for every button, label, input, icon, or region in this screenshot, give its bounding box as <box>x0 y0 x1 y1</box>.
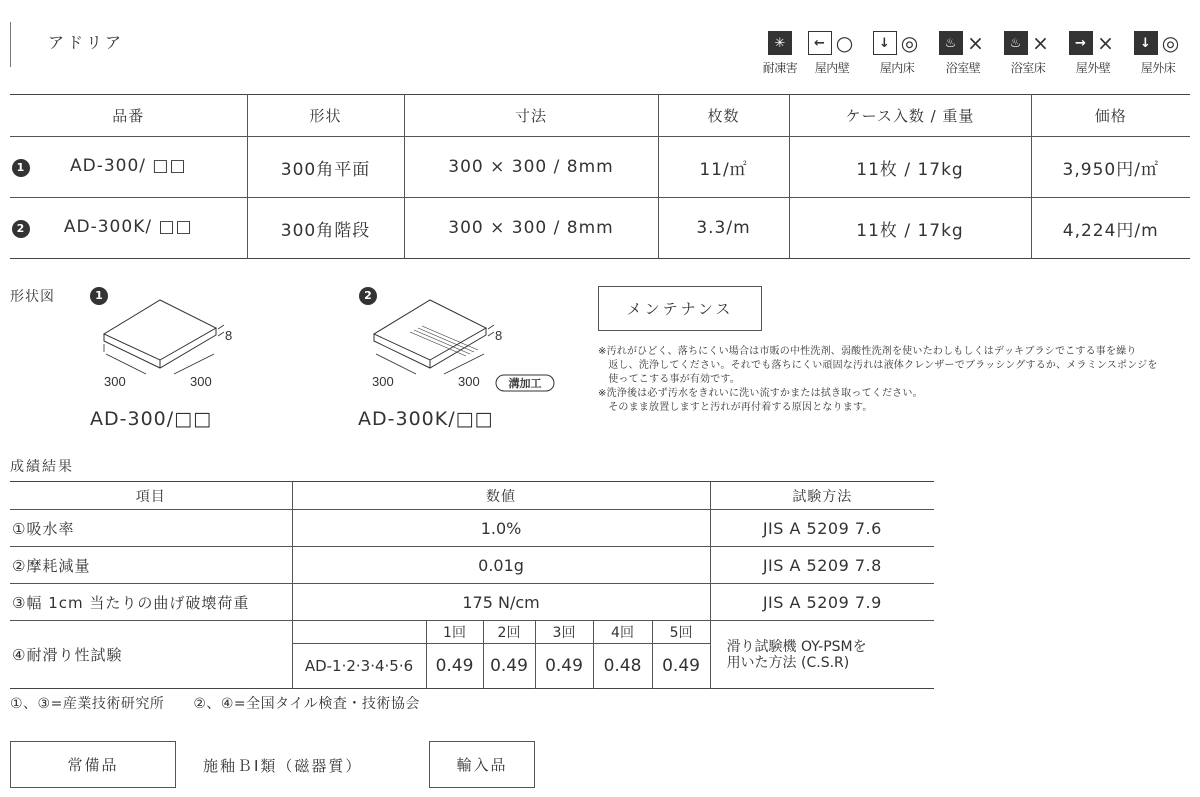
maintenance-box: メンテナンス <box>598 286 762 331</box>
method-line: 滑り試験機 OY-PSMを <box>726 638 867 655</box>
glaze-class: 施釉ＢⅠ類（磁器質） <box>203 757 363 775</box>
results-table <box>10 481 934 689</box>
product-code: AD-300K/ □□ <box>63 217 193 237</box>
indoor-wall-icon: ← <box>808 31 832 55</box>
dim-right-1: 300 <box>190 374 212 389</box>
slip-value: 0.49 <box>483 644 535 689</box>
table-row <box>10 621 934 644</box>
col-header: 寸法 <box>404 95 658 137</box>
snowflake-icon: ✳ <box>768 31 792 55</box>
suitability-mark: × <box>967 31 984 55</box>
results-title: 成績結果 <box>10 459 74 475</box>
shape-diagram-label: 形状図 <box>10 289 55 305</box>
result-item: ④耐滑り性試験 <box>12 646 123 664</box>
note-line: 使ってこする事が有効です。 <box>598 374 740 385</box>
trial-header: 3回 <box>535 621 593 644</box>
usage-outdoor-wall: → × 屋外壁 <box>1065 30 1121 76</box>
suitability-mark: ◎ <box>900 31 919 55</box>
product-shape: 300角階段 <box>247 198 404 259</box>
trial-header: 1回 <box>426 621 483 644</box>
outdoor-wall-icon: → <box>1069 31 1093 55</box>
table-row <box>10 137 1190 198</box>
usage-indoor-wall: ← ○ 屋内壁 <box>804 30 860 76</box>
page-title: アドリア <box>48 33 125 52</box>
dim-thickness-2: 8 <box>495 328 503 343</box>
note-line: ※洗浄後は必ず汚水をきれいに洗い流すかまたは拭き取ってください。 <box>598 388 923 399</box>
product-count: 3.3/m <box>658 198 789 259</box>
col-header: 価格 <box>1031 95 1190 137</box>
outdoor-floor-icon: ↓ <box>1134 31 1158 55</box>
suitability-mark: ○ <box>835 31 854 55</box>
maintenance-notes <box>598 345 1198 415</box>
tile-step-drawing <box>374 300 494 374</box>
table-row <box>10 584 934 621</box>
product-case: 11枚 / 17kg <box>789 198 1031 259</box>
result-item: ②摩耗減量 <box>12 556 91 575</box>
blank-cell <box>292 621 426 644</box>
bath-wall-icon: ♨ <box>939 31 963 55</box>
row-number-badge: 1 <box>12 159 30 177</box>
product-price: 4,224円/m <box>1031 198 1190 259</box>
result-method: JIS A 5209 7.9 <box>710 584 934 621</box>
row-number-badge: 2 <box>12 220 30 238</box>
col-header: 項目 <box>135 488 166 505</box>
tile-flat-drawing <box>104 300 224 374</box>
product-size: 300 × 300 / 8mm <box>404 137 658 198</box>
usage-outdoor-floor: ↓ ◎ 屋外床 <box>1130 30 1186 76</box>
dim-right-2: 300 <box>458 374 480 389</box>
note-line: ※汚れがひどく、落ちにくい場合は市販の中性洗剤、弱酸性洗剤を使いたわしもしくはデッキブラシでこする事を繰り <box>598 346 1137 357</box>
usage-bath-floor: ♨ × 浴室床 <box>1000 30 1056 76</box>
product-count: 11/㎡ <box>658 137 789 198</box>
bath-floor-icon: ♨ <box>1004 31 1028 55</box>
result-item: ③幅 1cm 当たりの曲げ破壊荷重 <box>12 593 250 612</box>
diagram-2-badge: 2 <box>359 287 377 305</box>
slip-value: 0.49 <box>535 644 593 689</box>
stock-item-label: 常備品 <box>10 741 176 788</box>
shape-diagrams <box>90 292 570 404</box>
product-code-cell <box>10 198 247 259</box>
col-header: 試験方法 <box>710 482 934 510</box>
usage-indoor-floor: ↓ ◎ 屋内床 <box>869 30 925 76</box>
slip-value: 0.48 <box>593 644 652 689</box>
trial-header: 5回 <box>652 621 710 644</box>
product-table-header <box>10 95 1190 137</box>
groove-badge: 溝加工 <box>508 377 542 390</box>
table-row <box>10 547 934 584</box>
col-header: ケース入数 / 重量 <box>789 95 1031 137</box>
table-row <box>10 198 1190 259</box>
suitability-mark: ◎ <box>1161 31 1180 55</box>
result-value: 1.0% <box>292 510 710 547</box>
slip-model: AD-1·2·3·4·5·6 <box>292 644 426 689</box>
dim-left-2: 300 <box>372 374 394 389</box>
col-header: 形状 <box>247 95 404 137</box>
usage-icons <box>752 30 1192 80</box>
suitability-mark: × <box>1032 31 1049 55</box>
dim-thickness-1: 8 <box>225 328 233 343</box>
usage-frost: ✳ 耐凍害 <box>752 30 808 76</box>
product-code: AD-300/ □□ <box>69 156 187 176</box>
table-row <box>10 510 934 547</box>
diagram-2-caption: AD-300K/□□ <box>358 408 494 430</box>
institutions-note: ①、③=産業技術研究所 ②、④=全国タイル検査・技術協会 <box>10 696 420 712</box>
result-method: JIS A 5209 7.8 <box>710 547 934 584</box>
results-header <box>10 482 934 510</box>
method-line: 用いた方法 (C.S.R) <box>726 654 850 671</box>
usage-bath-wall: ♨ × 浴室壁 <box>935 30 991 76</box>
product-case: 11枚 / 17kg <box>789 137 1031 198</box>
result-method: JIS A 5209 7.6 <box>710 510 934 547</box>
trial-header: 2回 <box>483 621 535 644</box>
result-item: ①吸水率 <box>12 519 75 538</box>
product-price: 3,950円/㎡ <box>1031 137 1190 198</box>
result-method <box>710 621 934 689</box>
title-divider <box>10 22 11 67</box>
product-table <box>10 94 1190 259</box>
result-value: 175 N/cm <box>292 584 710 621</box>
product-shape: 300角平面 <box>247 137 404 198</box>
suitability-mark: × <box>1097 31 1114 55</box>
slip-value: 0.49 <box>652 644 710 689</box>
diagram-1-caption: AD-300/□□ <box>90 408 213 430</box>
trial-header: 4回 <box>593 621 652 644</box>
col-header: 品番 <box>112 107 145 125</box>
product-code-cell <box>10 137 247 198</box>
slip-value: 0.49 <box>426 644 483 689</box>
diagram-1-badge: 1 <box>90 287 108 305</box>
import-item-label: 輸入品 <box>429 741 535 788</box>
result-value: 0.01g <box>292 547 710 584</box>
note-line: 返し、洗浄してください。それでも落ちにくい頑固な汚れは液体クレンザーでブラッシングするか、メラミンスポンジを <box>598 360 1158 371</box>
dim-left-1: 300 <box>104 374 126 389</box>
col-header: 数値 <box>292 482 710 510</box>
col-header: 枚数 <box>658 95 789 137</box>
product-size: 300 × 300 / 8mm <box>404 198 658 259</box>
note-line: そのまま放置しますと汚れが再付着する原因となります。 <box>598 402 873 413</box>
indoor-floor-icon: ↓ <box>873 31 897 55</box>
